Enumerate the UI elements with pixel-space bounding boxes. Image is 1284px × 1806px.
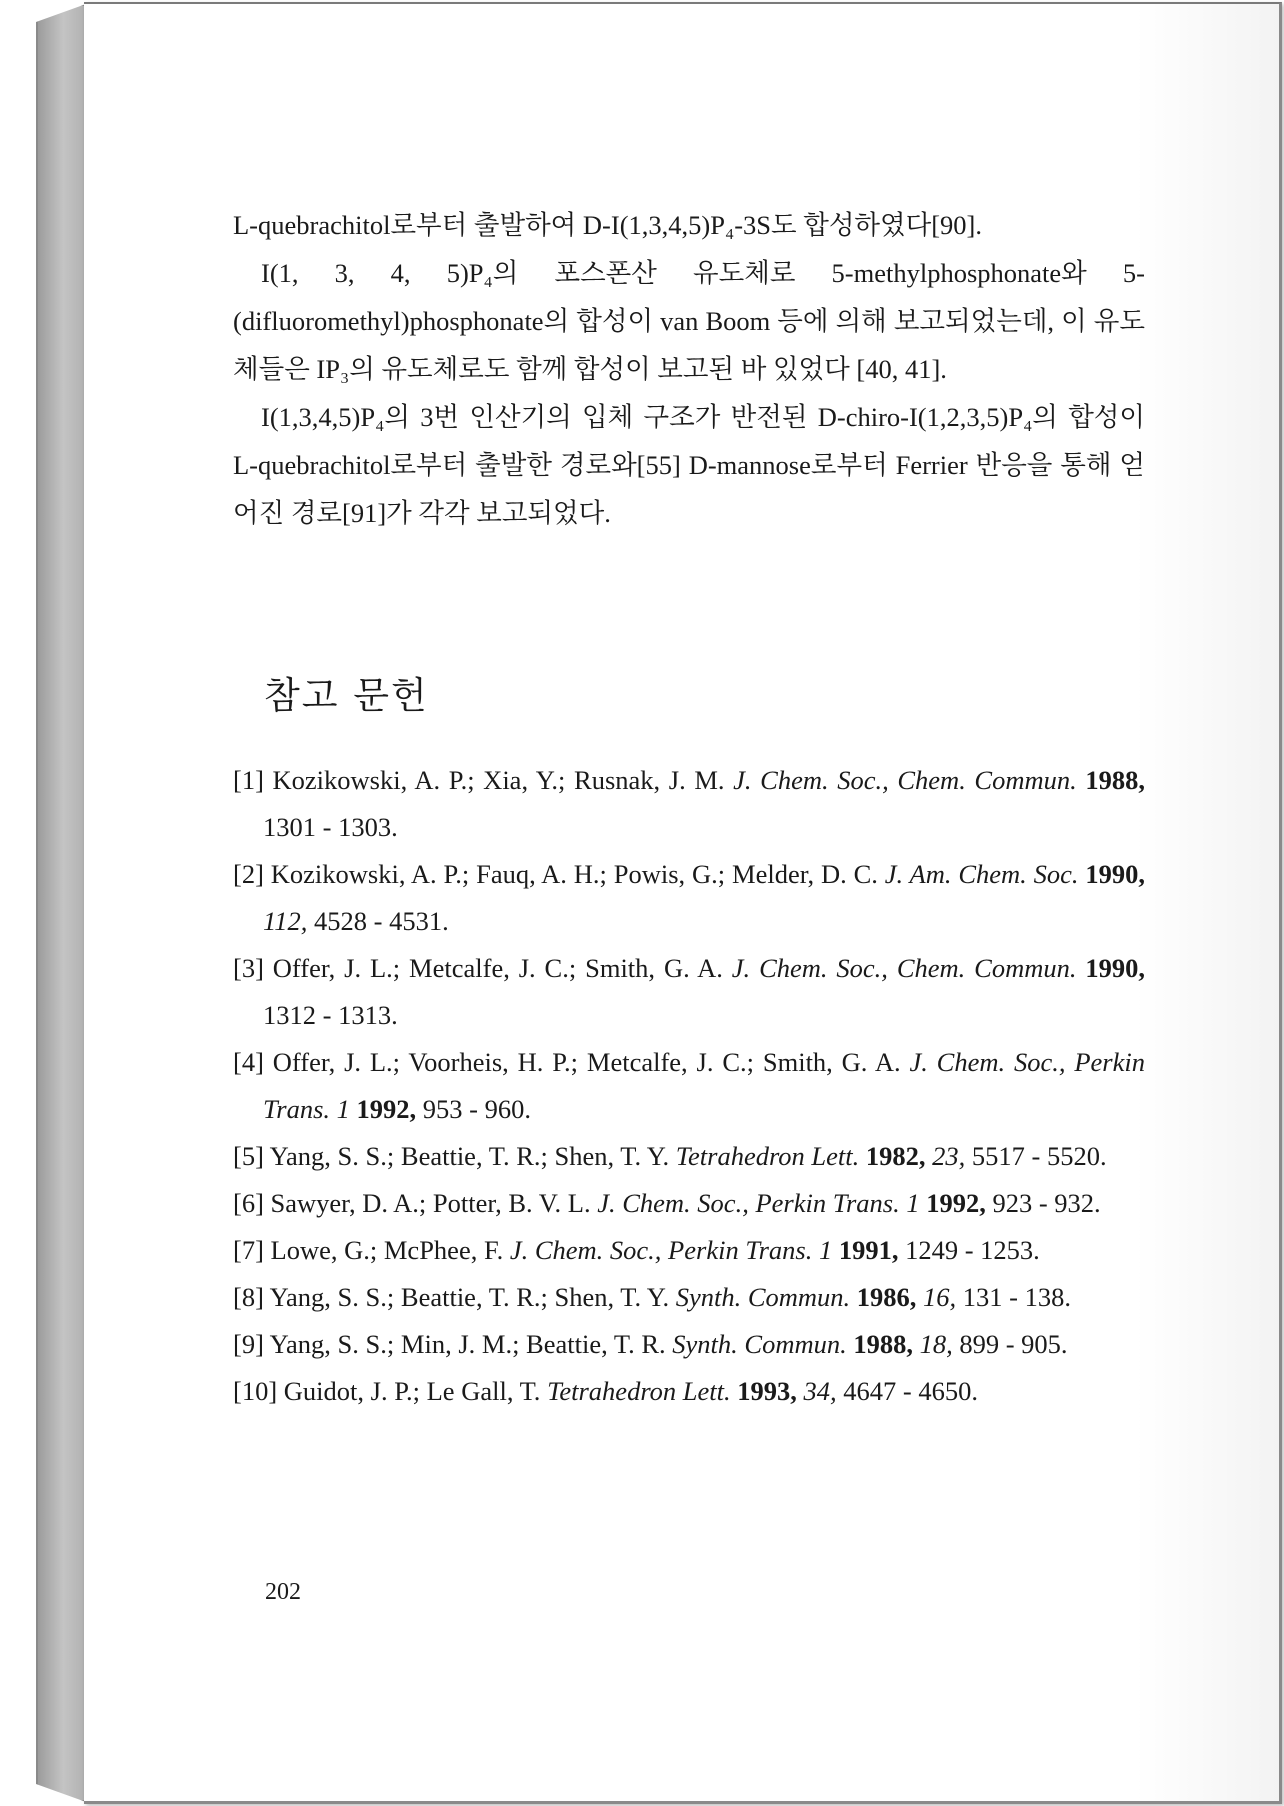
reference-item bbox=[233, 945, 1145, 1039]
reference-number: [6] bbox=[233, 1188, 264, 1218]
reference-authors: Yang, S. S.; Beattie, T. R.; Shen, T. Y. bbox=[269, 1282, 670, 1312]
reference-year: 1993, bbox=[737, 1376, 797, 1406]
reference-year: 1988, bbox=[1085, 765, 1146, 795]
reference-year: 1992, bbox=[926, 1188, 986, 1218]
reference-authors: Guidot, J. P.; Le Gall, T. bbox=[283, 1376, 541, 1406]
body-text bbox=[233, 201, 1145, 537]
reference-journal: Synth. Commun. bbox=[672, 1329, 847, 1359]
reference-item bbox=[233, 1133, 1145, 1180]
reference-journal: J. Chem. Soc., Chem. Commun. bbox=[731, 953, 1077, 983]
reference-year: 1990, bbox=[1085, 859, 1146, 889]
reference-pages: 5517 - 5520. bbox=[971, 1141, 1107, 1171]
reference-year: 1988, bbox=[853, 1329, 913, 1359]
reference-item bbox=[233, 851, 1145, 945]
reference-journal: J. Chem. Soc., Chem. Commun. bbox=[733, 765, 1077, 795]
paragraph-3: I(1,3,4,5)P₄의 3번 인산기의 입체 구조가 반전된 D-chiro-I(1,2,3,5)P₄의 합성이 L-quebrachitol로부터 출발한 경로와[55] D-mannose로부터 Ferrier 반응을 통해 얻어진 경로[91]가 각각 보고되었다. bbox=[233, 402, 1145, 528]
reference-year: 1991, bbox=[838, 1235, 899, 1265]
reference-item bbox=[233, 1180, 1145, 1227]
reference-item bbox=[233, 1227, 1145, 1274]
reference-pages: 1301 - 1303. bbox=[263, 812, 398, 842]
reference-number: [4] bbox=[233, 1047, 264, 1077]
reference-journal: Synth. Commun. bbox=[675, 1282, 851, 1312]
reference-journal: J. Chem. Soc., Perkin Trans. 1 bbox=[263, 1047, 1145, 1124]
book-spine bbox=[36, 4, 86, 1802]
reference-pages: 953 - 960. bbox=[422, 1094, 531, 1124]
reference-number: [9] bbox=[233, 1329, 264, 1359]
reference-number: [10] bbox=[233, 1376, 278, 1406]
reference-number: [5] bbox=[233, 1141, 264, 1171]
reference-year: 1982, bbox=[865, 1141, 926, 1171]
reference-number: [7] bbox=[233, 1235, 264, 1265]
reference-number: [3] bbox=[233, 953, 264, 983]
reference-authors: Kozikowski, A. P.; Fauq, A. H.; Powis, G.; Melder, D. C. bbox=[270, 859, 878, 889]
paragraph-2: I(1, 3, 4, 5)P₄의 포스폰산 유도체로 5-methylphosphonate와 5-(difluoromethyl)phosphonate의 합성이 van Boom 등에 의해 보고되었는데, 이 유도체들은 IP₃의 유도체로도 함께 합성이 보고된 바 있었다 [40, 41]. bbox=[233, 258, 1145, 384]
reference-pages: 923 - 932. bbox=[992, 1188, 1101, 1218]
reference-journal: J. Am. Chem. Soc. bbox=[884, 859, 1079, 889]
reference-year: 1992, bbox=[356, 1094, 417, 1124]
reference-authors: Offer, J. L.; Metcalfe, J. C.; Smith, G. A. bbox=[272, 953, 723, 983]
reference-year: 1986, bbox=[856, 1282, 917, 1312]
reference-item bbox=[233, 1039, 1145, 1133]
reference-journal: J. Chem. Soc., Perkin Trans. 1 bbox=[597, 1188, 920, 1218]
reference-pages: 1249 - 1253. bbox=[905, 1235, 1040, 1265]
reference-pages: 1312 - 1313. bbox=[263, 1000, 398, 1030]
reference-year: 1990, bbox=[1085, 953, 1145, 983]
reference-journal: Tetrahedron Lett. bbox=[547, 1376, 731, 1406]
reference-volume: 18, bbox=[919, 1329, 953, 1359]
reference-item bbox=[233, 1274, 1145, 1321]
reference-authors: Yang, S. S.; Beattie, T. R.; Shen, T. Y. bbox=[269, 1141, 670, 1171]
reference-list bbox=[233, 757, 1145, 1415]
references-heading: 참고 문헌 bbox=[264, 674, 429, 717]
reference-pages: 4647 - 4650. bbox=[843, 1376, 978, 1406]
reference-item bbox=[233, 1368, 1145, 1415]
reference-number: [2] bbox=[233, 859, 264, 889]
reference-journal: Tetrahedron Lett. bbox=[675, 1141, 860, 1171]
reference-authors: Yang, S. S.; Min, J. M.; Beattie, T. R. bbox=[269, 1329, 666, 1359]
reference-volume: 34, bbox=[803, 1376, 837, 1406]
reference-item bbox=[233, 757, 1145, 851]
page-number: 202 bbox=[265, 1579, 301, 1605]
reference-volume: 16, bbox=[923, 1282, 957, 1312]
reference-pages: 899 - 905. bbox=[959, 1329, 1068, 1359]
reference-item bbox=[233, 1321, 1145, 1368]
reference-volume: 23, bbox=[932, 1141, 966, 1171]
reference-number: [1] bbox=[233, 765, 264, 795]
reference-authors: Kozikowski, A. P.; Xia, Y.; Rusnak, J. M. bbox=[272, 765, 725, 795]
reference-journal: J. Chem. Soc., Perkin Trans. 1 bbox=[509, 1235, 833, 1265]
paragraph-1: L-quebrachitol로부터 출발하여 D-I(1,3,4,5)P₄-3S도 합성하였다[90]. bbox=[233, 210, 982, 240]
reference-authors: Sawyer, D. A.; Potter, B. V. L. bbox=[270, 1188, 591, 1218]
reference-pages: 131 - 138. bbox=[962, 1282, 1071, 1312]
reference-pages: 4528 - 4531. bbox=[314, 906, 449, 936]
reference-volume: 112, bbox=[263, 906, 308, 936]
reference-number: [8] bbox=[233, 1282, 264, 1312]
reference-authors: Offer, J. L.; Voorheis, H. P.; Metcalfe, J. C.; Smith, G. A. bbox=[272, 1047, 901, 1077]
reference-authors: Lowe, G.; McPhee, F. bbox=[270, 1235, 504, 1265]
